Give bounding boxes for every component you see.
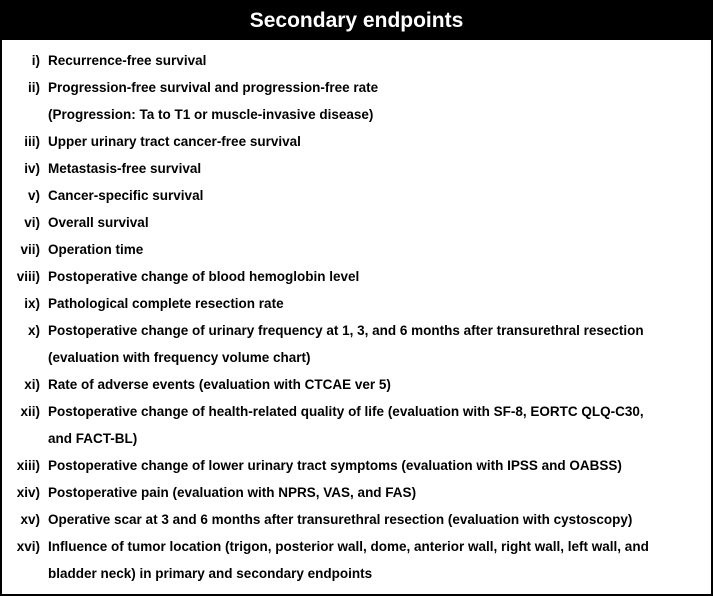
endpoint-item <box>2 452 711 479</box>
endpoint-text <box>48 47 711 74</box>
endpoint-item <box>2 47 711 74</box>
endpoint-item <box>2 209 711 236</box>
endpoint-text-line: Operation time <box>48 242 144 257</box>
endpoint-text <box>48 128 711 155</box>
endpoint-text <box>48 290 711 317</box>
endpoint-text-line: Progression-free survival and progression-free rate <box>48 80 379 95</box>
table-title: Secondary endpoints <box>2 2 711 40</box>
endpoint-text <box>48 452 711 479</box>
endpoint-text <box>48 236 711 263</box>
endpoint-text <box>48 371 711 398</box>
endpoint-number: xii) <box>20 404 40 419</box>
endpoint-number: xi) <box>24 377 40 392</box>
endpoint-text-line: Upper urinary tract cancer-free survival <box>48 134 301 149</box>
endpoint-list <box>2 40 711 587</box>
endpoint-text-line: bladder neck) in primary and secondary endpoints <box>48 566 373 581</box>
endpoint-item <box>2 371 711 398</box>
endpoint-text-line: Cancer-specific survival <box>48 188 204 203</box>
endpoint-text-line: Operative scar at 3 and 6 months after transurethral resection (evaluation with cystoscopy) <box>48 512 633 527</box>
endpoint-text-line: Influence of tumor location (trigon, posterior wall, dome, anterior wall, right wall, left wall, and <box>48 539 649 554</box>
endpoint-item <box>2 506 711 533</box>
endpoint-text <box>48 155 711 182</box>
endpoint-text-line: Postoperative change of lower urinary tract symptoms (evaluation with IPSS and OABSS) <box>48 458 622 473</box>
endpoint-text-line: Recurrence-free survival <box>48 53 207 68</box>
endpoint-text-line: Rate of adverse events (evaluation with CTCAE ver 5) <box>48 377 391 392</box>
endpoint-text <box>48 479 711 506</box>
endpoint-item <box>2 290 711 317</box>
endpoint-number: xvi) <box>16 539 40 554</box>
endpoint-text-line: Postoperative change of blood hemoglobin level <box>48 269 360 284</box>
endpoint-number: vii) <box>20 242 40 257</box>
endpoint-text-line: Overall survival <box>48 215 149 230</box>
endpoint-item <box>2 155 711 182</box>
endpoint-number: i) <box>31 53 40 68</box>
endpoint-text <box>48 74 711 128</box>
endpoint-text <box>48 209 711 236</box>
endpoint-number: viii) <box>16 269 40 284</box>
endpoint-text <box>48 506 711 533</box>
endpoint-text-line: Pathological complete resection rate <box>48 296 284 311</box>
endpoint-text-line: (Progression: Ta to T1 or muscle-invasive disease) <box>48 107 374 122</box>
endpoint-item <box>2 128 711 155</box>
endpoint-item <box>2 263 711 290</box>
endpoint-text <box>48 398 711 452</box>
endpoint-item <box>2 398 711 452</box>
endpoint-number: xv) <box>20 512 40 527</box>
endpoint-text-line: Postoperative change of health-related quality of life (evaluation with SF-8, EORTC QLQ-C30, <box>48 404 644 419</box>
endpoint-item <box>2 317 711 371</box>
endpoint-number: iii) <box>24 134 40 149</box>
endpoint-text-line: Metastasis-free survival <box>48 161 202 176</box>
endpoint-item <box>2 182 711 209</box>
endpoint-number: v) <box>27 188 40 203</box>
endpoint-text <box>48 533 711 587</box>
endpoint-number: vi) <box>24 215 40 230</box>
endpoint-text-line: (evaluation with frequency volume chart) <box>48 350 311 365</box>
endpoint-text-line: and FACT-BL) <box>48 431 138 446</box>
endpoint-number: xiv) <box>16 485 40 500</box>
endpoint-number: x) <box>27 323 40 338</box>
endpoint-item <box>2 236 711 263</box>
endpoint-text <box>48 182 711 209</box>
endpoint-text <box>48 263 711 290</box>
endpoint-item <box>2 479 711 506</box>
endpoint-item <box>2 74 711 128</box>
endpoint-text-line: Postoperative pain (evaluation with NPRS, VAS, and FAS) <box>48 485 417 500</box>
endpoint-number: ii) <box>28 80 40 95</box>
endpoint-number: xiii) <box>16 458 40 473</box>
endpoint-text-line: Postoperative change of urinary frequency at 1, 3, and 6 months after transurethral resection <box>48 323 644 338</box>
endpoint-item <box>2 533 711 587</box>
endpoint-number: iv) <box>24 161 40 176</box>
endpoint-text <box>48 317 711 371</box>
endpoint-number: ix) <box>24 296 40 311</box>
